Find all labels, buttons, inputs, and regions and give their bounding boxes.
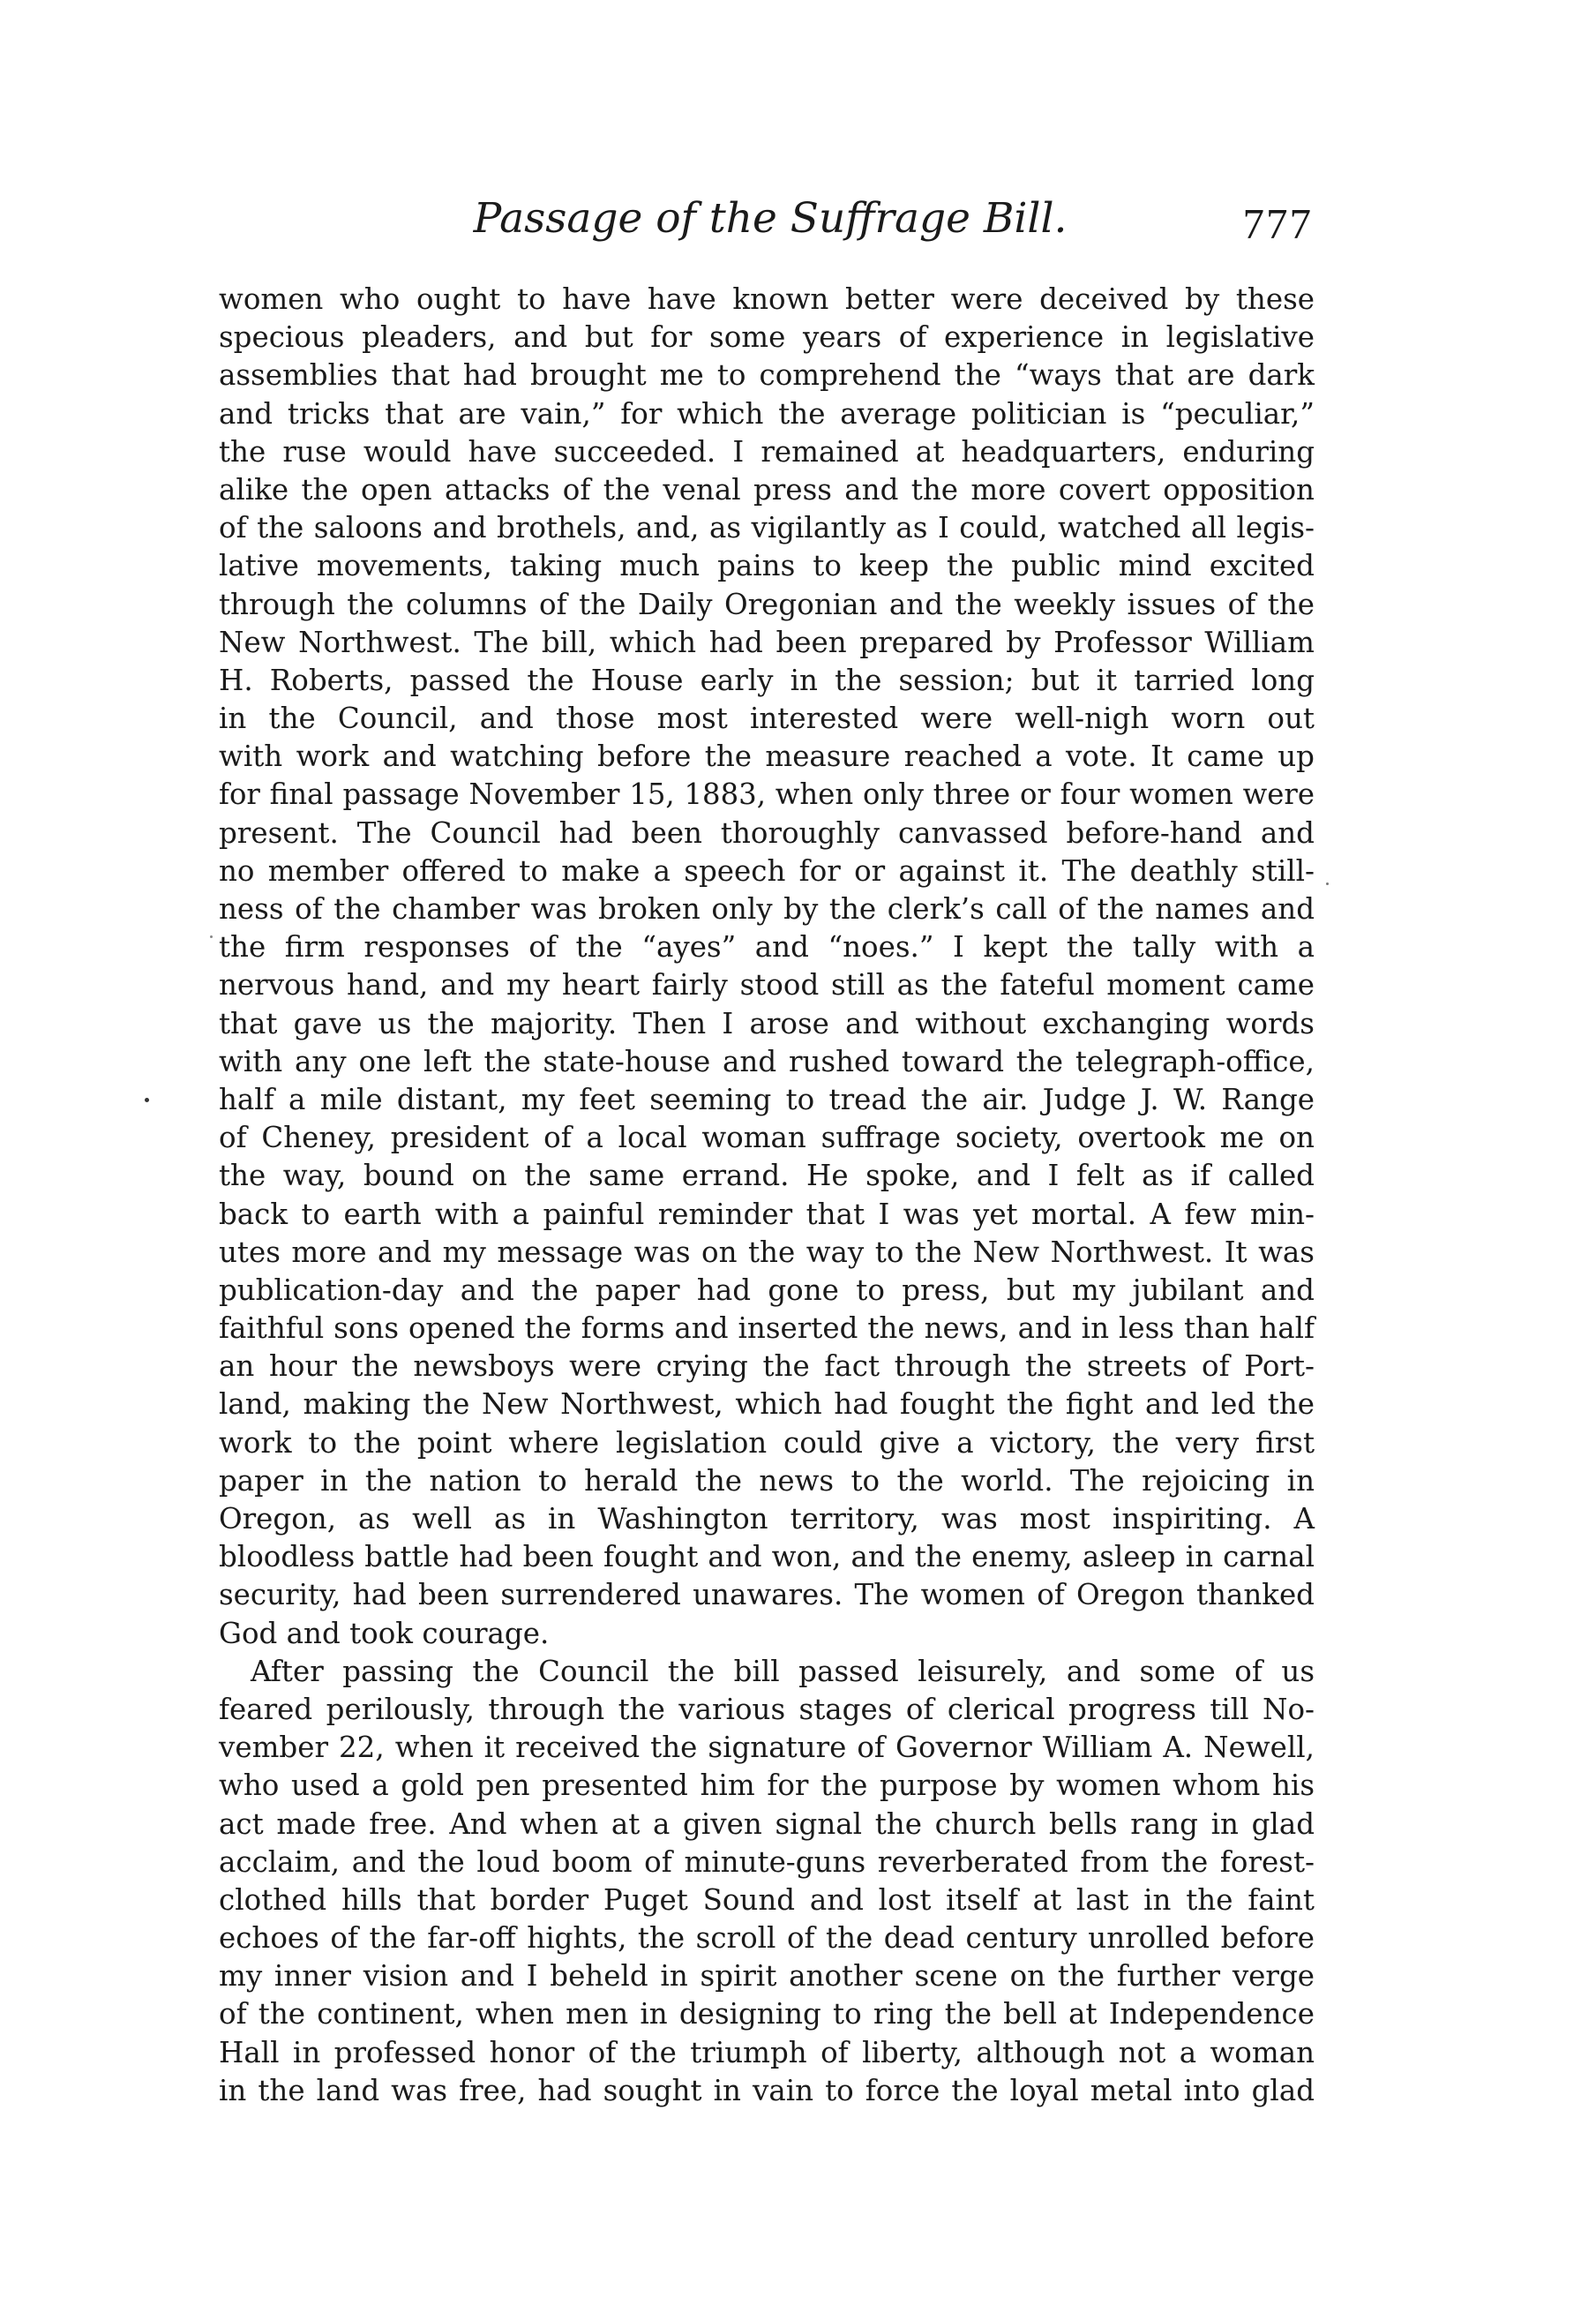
text-line: lative movements, taking much pains to keep the public mind excited xyxy=(219,549,1315,583)
text-line: paper in the nation to herald the news to the world. The rejoicing in xyxy=(219,1463,1315,1498)
text-line: that gave us the majority. Then I arose and without exchanging words xyxy=(219,1006,1315,1040)
text-line: echoes of the far-off hights, the scroll of the dead century unrolled before xyxy=(219,1921,1315,1956)
text-line: with any one left the state-house and rushed toward the telegraph-office, xyxy=(219,1044,1315,1078)
paragraph-end-line: God and took courage. xyxy=(219,1616,550,1650)
text-line: who used a gold pen presented him for the purpose by women whom his xyxy=(219,1769,1315,1803)
text-line: back to earth with a painful reminder that I was yet mortal. A few min- xyxy=(219,1197,1315,1231)
text-line: H. Roberts, passed the House early in the session; but it tarried long xyxy=(219,663,1315,697)
text-line: acclaim, and the loud boom of minute-guns reverberated from the forest- xyxy=(219,1844,1315,1879)
text-line: alike the open attacks of the venal press and the more covert opposition xyxy=(219,472,1315,507)
scan-speck xyxy=(210,935,213,938)
text-line: publication-day and the paper had gone to press, but my jubilant and xyxy=(219,1273,1315,1307)
text-line: through the columns of the Daily Oregonian and the weekly issues of the xyxy=(219,587,1315,621)
text-line: act made free. And when at a given signal the church bells rang in glad xyxy=(219,1806,1315,1841)
text-line: of the saloons and brothels, and, as vigilantly as I could, watched all legis- xyxy=(219,511,1315,545)
text-line: work to the point where legislation could give a victory, the very first xyxy=(219,1425,1315,1460)
text-line: for final passage November 15, 1883, when only three or four women were xyxy=(219,777,1315,812)
text-line: in the land was free, had sought in vain to force the loyal metal into glad xyxy=(219,2073,1315,2107)
text-line: the way, bound on the same errand. He spoke, and I felt as if called xyxy=(219,1159,1315,1193)
text-line: in the Council, and those most interested were well-nigh worn out xyxy=(219,702,1315,736)
text-line: assemblies that had brought me to comprehend the “ways that are dark xyxy=(219,358,1315,393)
text-line: feared perilously, through the various stages of clerical progress till No- xyxy=(219,1692,1315,1726)
text-line: of Cheney, president of a local woman suffrage society, overtook me on xyxy=(219,1121,1315,1155)
text-line: faithful sons opened the forms and inserted the news, and in less than half xyxy=(219,1311,1315,1346)
text-line: Hall in professed honor of the triumph of liberty, although not a woman xyxy=(219,2035,1315,2069)
text-line: no member offered to make a speech for or against it. The deathly still- xyxy=(219,853,1315,888)
text-line: New Northwest. The bill, which had been prepared by Professor William xyxy=(219,625,1315,659)
text-line: with work and watching before the measure reached a vote. It came up xyxy=(219,740,1315,774)
text-line: specious pleaders, and but for some years of experience in legislative xyxy=(219,320,1315,355)
text-line: nervous hand, and my heart fairly stood still as the fateful moment came xyxy=(219,968,1315,1003)
text-line: vember 22, when it received the signature of Governor William A. Newell, xyxy=(219,1731,1315,1765)
text-line: clothed hills that border Puget Sound and lost itself at last in the faint xyxy=(219,1882,1315,1917)
running-head xyxy=(219,192,1313,254)
body-text xyxy=(219,281,1315,2110)
text-line: bloodless battle had been fought and won, and the enemy, asleep in carnal xyxy=(219,1540,1315,1574)
text-line: utes more and my message was on the way to the New Northwest. It was xyxy=(219,1235,1315,1269)
text-line: the firm responses of the “ayes” and “noes.” I kept the tally with a xyxy=(219,930,1315,965)
text-line: security, had been surrendered unawares. The women of Oregon thanked xyxy=(219,1578,1315,1612)
page-number: 777 xyxy=(1242,199,1313,248)
text-line: the ruse would have succeeded. I remained at headquarters, enduring xyxy=(219,434,1315,469)
text-line: Oregon, as well as in Washington territory, was most inspiriting. A xyxy=(219,1502,1315,1536)
text-line: ness of the chamber was broken only by the clerk’s call of the names and xyxy=(219,892,1315,926)
scan-speck xyxy=(1326,882,1329,885)
text-line: present. The Council had been thoroughly canvassed before-hand and xyxy=(219,815,1315,850)
text-line: land, making the New Northwest, which had fought the fight and led the xyxy=(219,1387,1315,1422)
scan-speck xyxy=(145,1098,149,1102)
text-line: and tricks that are vain,” for which the average politician is “peculiar,” xyxy=(219,396,1315,431)
text-line: an hour the newsboys were crying the fact through the streets of Port- xyxy=(219,1349,1315,1384)
text-line: half a mile distant, my feet seeming to tread the air. Judge J. W. Range xyxy=(219,1082,1315,1116)
text-line: of the continent, when men in designing to ring the bell at Independence xyxy=(219,1997,1315,2031)
running-title: Passage of the Suffrage Bill. xyxy=(473,194,1068,243)
paragraph-start-line: After passing the Council the bill passed leisurely, and some of us xyxy=(251,1654,1315,1688)
text-line: women who ought to have have known better were deceived by these xyxy=(219,282,1315,316)
text-line: my inner vision and I beheld in spirit another scene on the further verge xyxy=(219,1959,1315,1994)
